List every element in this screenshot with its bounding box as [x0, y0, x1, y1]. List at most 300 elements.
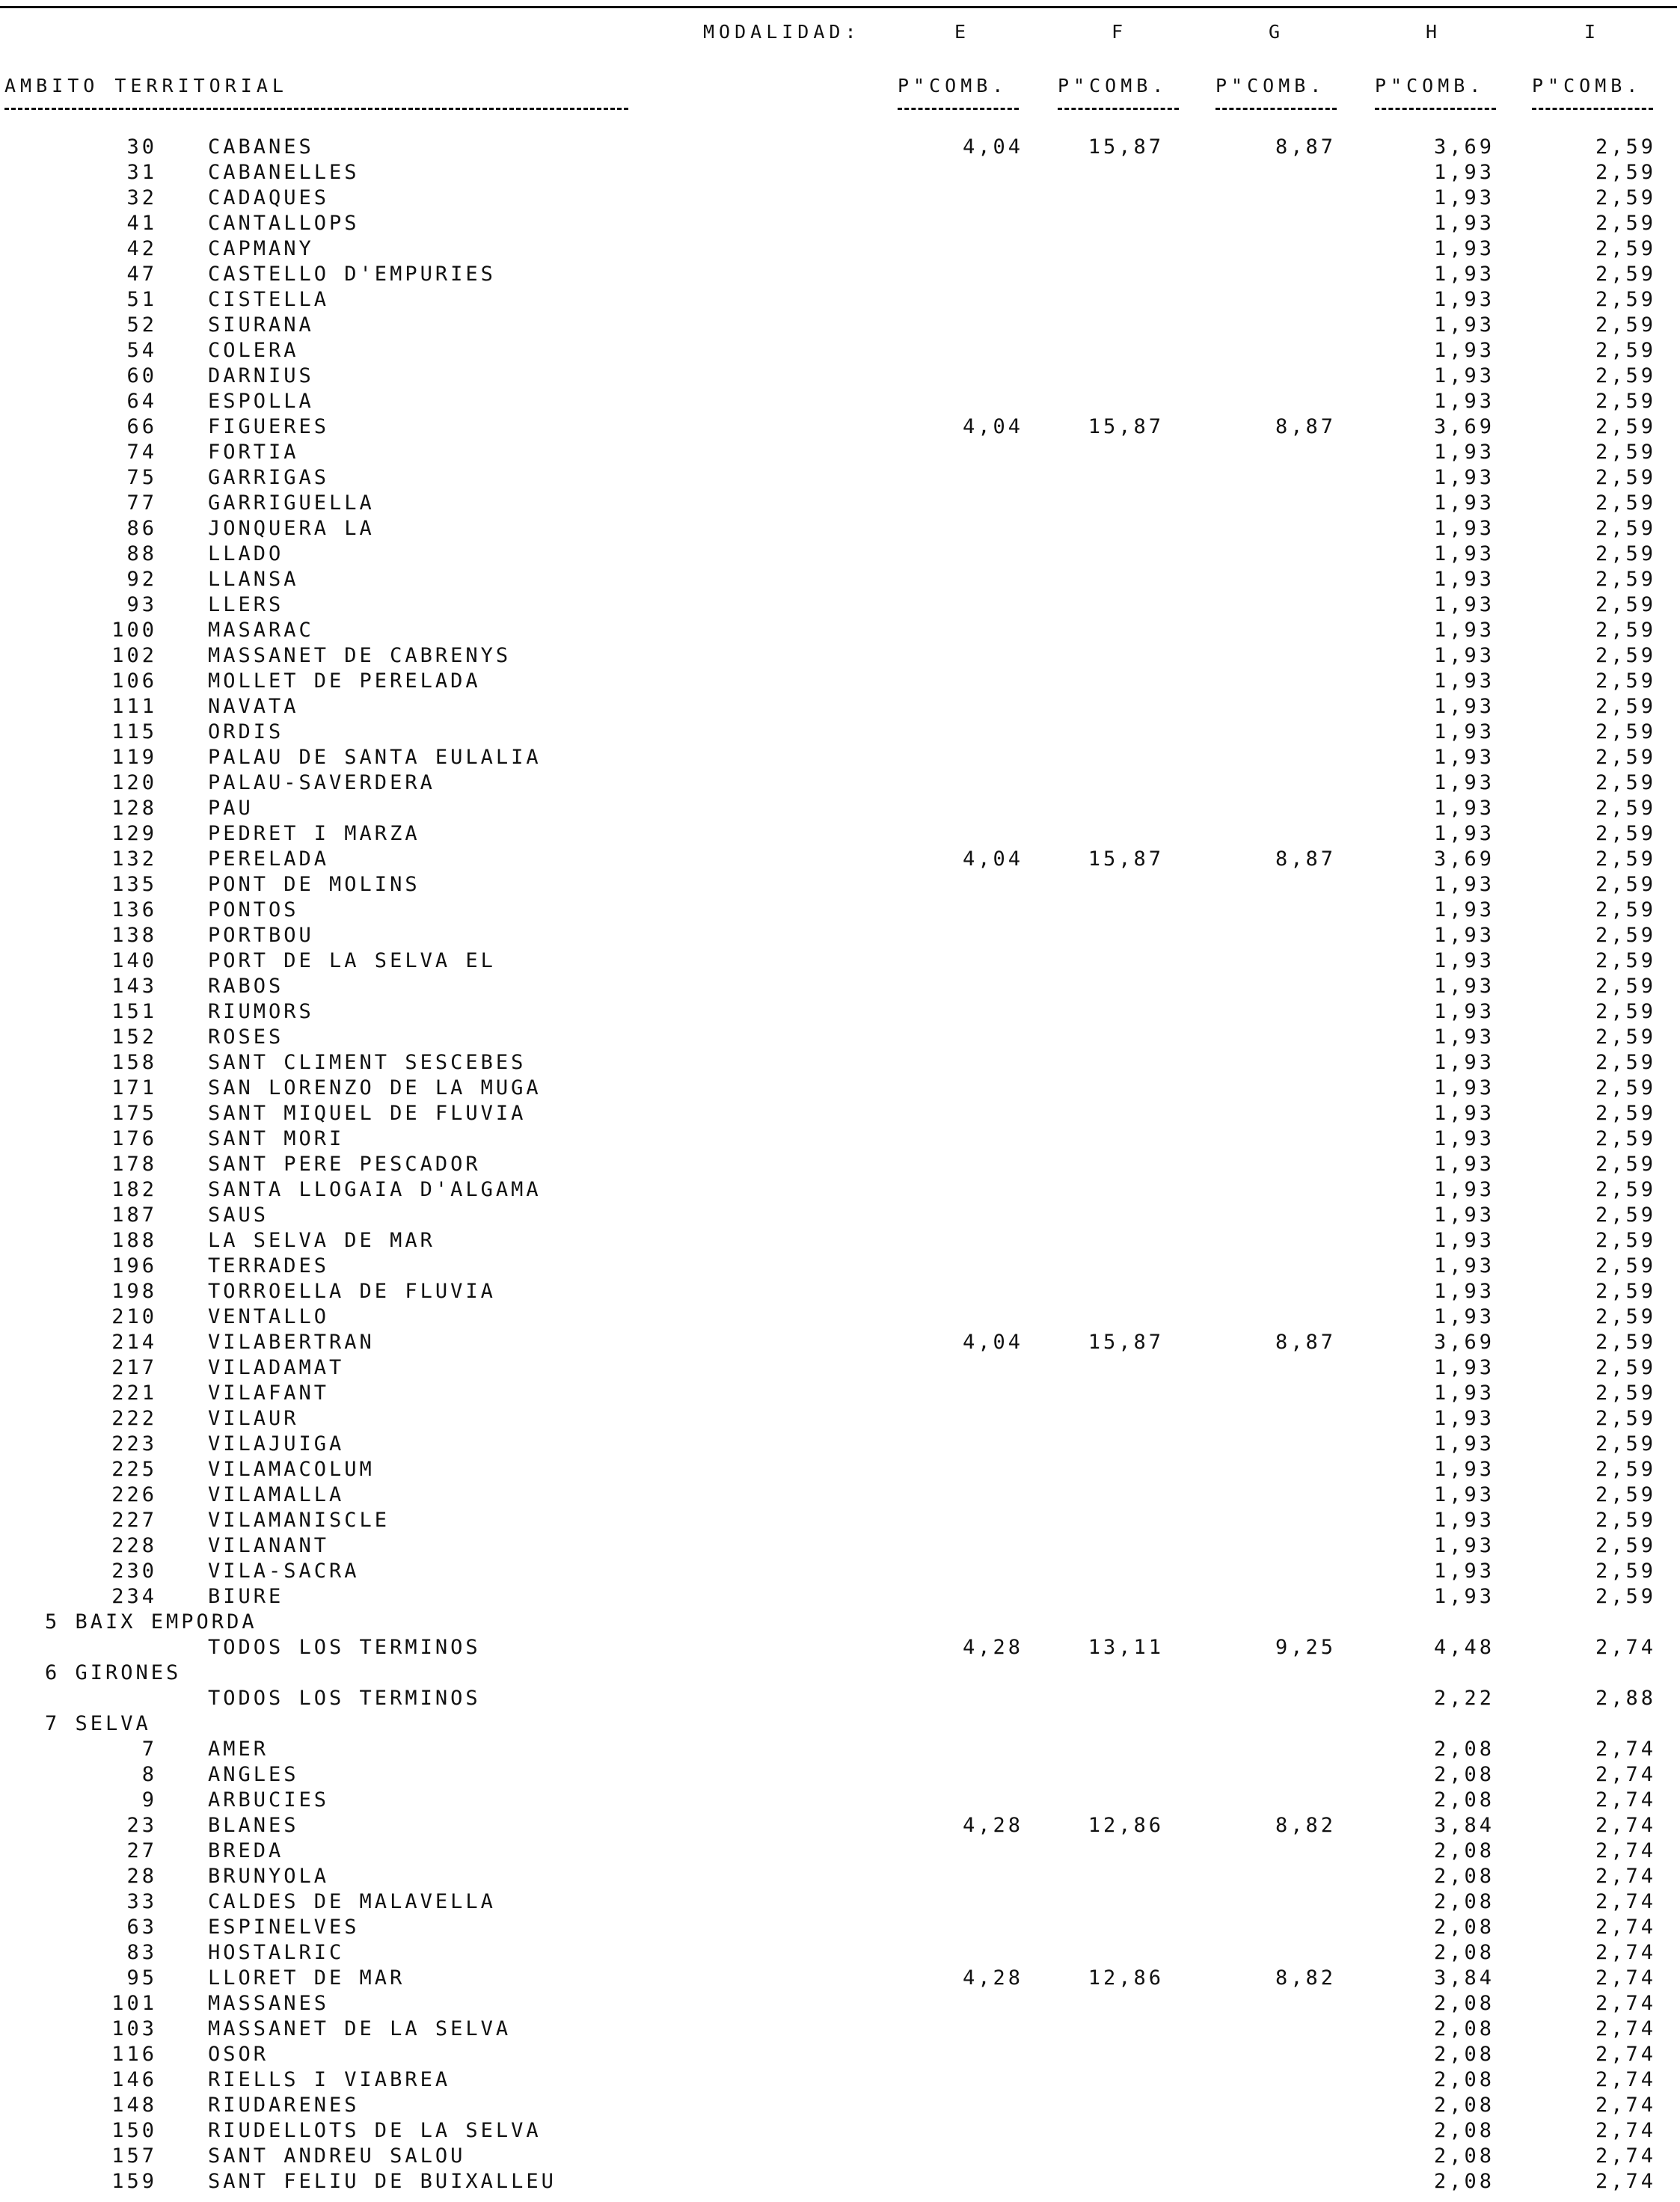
value-i: 2,59 [1595, 898, 1656, 921]
row-name: PAU [208, 797, 254, 820]
value-h: 3,69 [1433, 135, 1494, 159]
value-h: 1,93 [1433, 1305, 1494, 1328]
row-name: TODOS LOS TERMINOS [208, 1687, 481, 1710]
value-i: 2,59 [1595, 288, 1656, 311]
row-name: VILANANT [208, 1534, 330, 1557]
row-code: 64 [126, 390, 157, 413]
row-name: PEDRET I MARZA [208, 822, 420, 845]
value-h: 3,69 [1433, 1331, 1494, 1354]
value-h: 1,93 [1433, 212, 1494, 235]
row-code: 198 [111, 1280, 157, 1303]
value-i: 2,59 [1595, 669, 1656, 693]
row-name: CABANES [208, 135, 314, 159]
value-i: 2,74 [1595, 1941, 1656, 1964]
row-code: 106 [111, 669, 157, 693]
value-h: 1,93 [1433, 1356, 1494, 1379]
row-name: LLANSA [208, 568, 299, 591]
row-code: 234 [111, 1585, 157, 1608]
value-h: 1,93 [1433, 1076, 1494, 1100]
value-i: 2,59 [1595, 1560, 1656, 1583]
value-i: 2,59 [1595, 568, 1656, 591]
value-h: 2,08 [1433, 1865, 1494, 1888]
value-i: 2,59 [1595, 797, 1656, 820]
top-rule [0, 6, 1677, 8]
value-i: 2,74 [1595, 2017, 1656, 2040]
value-h: 2,08 [1433, 2144, 1494, 2168]
value-h: 2,08 [1433, 1738, 1494, 1761]
row-code: 7 [141, 1738, 157, 1761]
row-name: JONQUERA LA [208, 517, 375, 540]
value-i: 2,59 [1595, 1025, 1656, 1049]
row-name: FIGUERES [208, 415, 330, 438]
value-i: 2,59 [1595, 1534, 1656, 1557]
row-code: 146 [111, 2068, 157, 2091]
value-i: 2,74 [1595, 2094, 1656, 2117]
row-name: SANTA LLOGAIA D'ALGAMA [208, 1178, 542, 1201]
value-e: 4,04 [962, 1331, 1023, 1354]
value-h: 1,93 [1433, 695, 1494, 718]
value-h: 1,93 [1433, 542, 1494, 565]
value-f: 15,87 [1088, 847, 1164, 871]
row-code: 217 [111, 1356, 157, 1379]
value-i: 2,59 [1595, 390, 1656, 413]
underline-f [1058, 108, 1179, 110]
row-code: 223 [111, 1432, 157, 1456]
value-e: 4,28 [962, 1636, 1023, 1659]
row-name: OSOR [208, 2043, 269, 2066]
row-name: VILAUR [208, 1407, 299, 1430]
row-code: 42 [126, 237, 157, 260]
value-i: 2,59 [1595, 822, 1656, 845]
value-i: 2,59 [1595, 1254, 1656, 1278]
value-i: 2,59 [1595, 1076, 1656, 1100]
row-code: 93 [126, 593, 157, 616]
value-h: 1,93 [1433, 237, 1494, 260]
subheader-i: P"COMB. [1532, 75, 1643, 96]
value-h: 3,84 [1433, 1814, 1494, 1837]
value-i: 2,59 [1595, 1229, 1656, 1252]
value-i: 2,74 [1595, 1814, 1656, 1837]
row-code: 151 [111, 1000, 157, 1023]
value-i: 2,59 [1595, 949, 1656, 972]
row-code: 150 [111, 2119, 157, 2142]
value-i: 2,59 [1595, 263, 1656, 286]
modalidad-label: MODALIDAD: [703, 21, 861, 43]
row-code: 92 [126, 568, 157, 591]
value-f: 15,87 [1088, 135, 1164, 159]
value-h: 3,69 [1433, 415, 1494, 438]
value-h: 1,93 [1433, 1051, 1494, 1074]
row-name: LLERS [208, 593, 284, 616]
row-name: PALAU-SAVERDERA [208, 771, 435, 794]
value-i: 2,59 [1595, 1051, 1656, 1074]
value-h: 1,93 [1433, 568, 1494, 591]
value-i: 2,59 [1595, 161, 1656, 184]
underline-i [1532, 108, 1653, 110]
value-i: 2,59 [1595, 1178, 1656, 1201]
row-code: 171 [111, 1076, 157, 1100]
row-code: 88 [126, 542, 157, 565]
row-name: PALAU DE SANTA EULALIA [208, 746, 542, 769]
row-name: ROSES [208, 1025, 284, 1049]
value-g: 8,87 [1275, 415, 1336, 438]
row-name: VILAMACOLUM [208, 1458, 375, 1481]
value-i: 2,59 [1595, 1509, 1656, 1532]
row-code: 136 [111, 898, 157, 921]
row-code: 196 [111, 1254, 157, 1278]
value-i: 2,74 [1595, 2043, 1656, 2066]
value-h: 1,93 [1433, 339, 1494, 362]
value-h: 1,93 [1433, 1534, 1494, 1557]
value-g: 8,82 [1275, 1814, 1336, 1837]
row-code: 143 [111, 975, 157, 998]
row-name: TORROELLA DE FLUVIA [208, 1280, 496, 1303]
value-f: 12,86 [1088, 1966, 1164, 1990]
underline-h [1375, 108, 1496, 110]
value-i: 2,74 [1595, 1636, 1656, 1659]
value-i: 2,74 [1595, 1839, 1656, 1862]
value-i: 2,59 [1595, 186, 1656, 209]
row-code: 77 [126, 491, 157, 515]
value-h: 2,08 [1433, 2043, 1494, 2066]
row-code: 95 [126, 1966, 157, 1990]
row-code: 159 [111, 2170, 157, 2193]
row-name: VILADAMAT [208, 1356, 345, 1379]
row-name: BREDA [208, 1839, 284, 1862]
section-heading: 7 SELVA [45, 1712, 151, 1735]
subheader-e: P"COMB. [898, 75, 1008, 96]
row-name: SANT FELIU DE BUIXALLEU [208, 2170, 557, 2193]
row-code: 148 [111, 2094, 157, 2117]
value-h: 1,93 [1433, 161, 1494, 184]
value-i: 2,88 [1595, 1687, 1656, 1710]
value-i: 2,74 [1595, 2170, 1656, 2193]
row-code: 226 [111, 1483, 157, 1506]
row-code: 51 [126, 288, 157, 311]
value-i: 2,74 [1595, 1966, 1656, 1990]
value-h: 1,93 [1433, 466, 1494, 489]
value-h: 1,93 [1433, 313, 1494, 337]
value-h: 1,93 [1433, 593, 1494, 616]
row-name: SANT CLIMENT SESCEBES [208, 1051, 527, 1074]
value-i: 2,59 [1595, 924, 1656, 947]
value-h: 1,93 [1433, 797, 1494, 820]
row-name: SANT ANDREU SALOU [208, 2144, 466, 2168]
row-name: PONT DE MOLINS [208, 873, 420, 896]
value-i: 2,59 [1595, 746, 1656, 769]
value-h: 1,93 [1433, 441, 1494, 464]
value-h: 2,08 [1433, 1788, 1494, 1812]
value-i: 2,59 [1595, 1432, 1656, 1456]
row-code: 31 [126, 161, 157, 184]
value-i: 2,74 [1595, 1763, 1656, 1786]
row-name: VILA-SACRA [208, 1560, 360, 1583]
modalidad-f: F [1112, 21, 1128, 43]
row-name: GARRIGAS [208, 466, 330, 489]
value-i: 2,59 [1595, 1458, 1656, 1481]
value-h: 1,93 [1433, 1483, 1494, 1506]
value-h: 1,93 [1433, 491, 1494, 515]
row-code: 103 [111, 2017, 157, 2040]
value-h: 1,93 [1433, 949, 1494, 972]
value-h: 2,08 [1433, 2068, 1494, 2091]
row-name: AMER [208, 1738, 269, 1761]
value-i: 2,74 [1595, 2068, 1656, 2091]
row-name: DARNIUS [208, 364, 314, 387]
row-code: 178 [111, 1153, 157, 1176]
value-h: 1,93 [1433, 1127, 1494, 1150]
section-heading: 6 GIRONES [45, 1661, 182, 1684]
row-name: VILAJUIGA [208, 1432, 345, 1456]
row-name: TERRADES [208, 1254, 330, 1278]
row-name: BRUNYOLA [208, 1865, 330, 1888]
value-f: 15,87 [1088, 1331, 1164, 1354]
value-e: 4,04 [962, 415, 1023, 438]
row-code: 23 [126, 1814, 157, 1837]
value-h: 2,08 [1433, 2017, 1494, 2040]
value-i: 2,59 [1595, 339, 1656, 362]
row-name: PORT DE LA SELVA EL [208, 949, 496, 972]
value-h: 1,93 [1433, 186, 1494, 209]
row-code: 175 [111, 1102, 157, 1125]
value-i: 2,59 [1595, 517, 1656, 540]
value-i: 2,59 [1595, 1153, 1656, 1176]
row-code: 221 [111, 1381, 157, 1405]
value-h: 2,08 [1433, 1763, 1494, 1786]
row-code: 100 [111, 619, 157, 642]
row-name: SIURANA [208, 313, 314, 337]
value-i: 2,59 [1595, 441, 1656, 464]
row-name: ORDIS [208, 720, 284, 743]
value-i: 2,59 [1595, 1381, 1656, 1405]
value-f: 12,86 [1088, 1814, 1164, 1837]
row-name: FORTIA [208, 441, 299, 464]
value-h: 1,93 [1433, 1102, 1494, 1125]
row-name: SANT MORI [208, 1127, 345, 1150]
row-code: 132 [111, 847, 157, 871]
row-name: MASARAC [208, 619, 314, 642]
value-e: 4,28 [962, 1966, 1023, 1990]
value-h: 1,93 [1433, 619, 1494, 642]
value-i: 2,74 [1595, 2119, 1656, 2142]
value-i: 2,59 [1595, 1356, 1656, 1379]
value-g: 8,87 [1275, 1331, 1336, 1354]
value-h: 1,93 [1433, 644, 1494, 667]
row-code: 54 [126, 339, 157, 362]
row-code: 176 [111, 1127, 157, 1150]
row-code: 60 [126, 364, 157, 387]
underline-g [1215, 108, 1337, 110]
row-code: 74 [126, 441, 157, 464]
value-i: 2,74 [1595, 1890, 1656, 1913]
value-i: 2,59 [1595, 135, 1656, 159]
value-i: 2,74 [1595, 1865, 1656, 1888]
row-name: CISTELLA [208, 288, 330, 311]
row-code: 152 [111, 1025, 157, 1049]
value-h: 2,08 [1433, 1941, 1494, 1964]
row-name: MASSANES [208, 1992, 330, 2015]
value-e: 4,04 [962, 847, 1023, 871]
row-code: 75 [126, 466, 157, 489]
row-name: VILAMANISCLE [208, 1509, 390, 1532]
value-h: 1,93 [1433, 1178, 1494, 1201]
row-name: PONTOS [208, 898, 299, 921]
modalidad-h: H [1426, 21, 1442, 43]
value-i: 2,59 [1595, 720, 1656, 743]
value-i: 2,59 [1595, 364, 1656, 387]
value-i: 2,59 [1595, 313, 1656, 337]
row-code: 28 [126, 1865, 157, 1888]
row-name: BLANES [208, 1814, 299, 1837]
value-g: 9,25 [1275, 1636, 1336, 1659]
value-i: 2,59 [1595, 1305, 1656, 1328]
row-name: PERELADA [208, 847, 330, 871]
row-code: 33 [126, 1890, 157, 1913]
value-h: 1,93 [1433, 873, 1494, 896]
row-code: 140 [111, 949, 157, 972]
row-code: 83 [126, 1941, 157, 1964]
row-name: HOSTALRIC [208, 1941, 345, 1964]
value-e: 4,04 [962, 135, 1023, 159]
row-name: RIUDARENES [208, 2094, 360, 2117]
value-i: 2,59 [1595, 1000, 1656, 1023]
value-i: 2,59 [1595, 873, 1656, 896]
value-i: 2,59 [1595, 644, 1656, 667]
value-f: 13,11 [1088, 1636, 1164, 1659]
value-i: 2,59 [1595, 237, 1656, 260]
modalidad-g: G [1269, 21, 1285, 43]
value-g: 8,87 [1275, 847, 1336, 871]
row-name: MASSANET DE CABRENYS [208, 644, 512, 667]
value-i: 2,59 [1595, 1102, 1656, 1125]
row-name: CADAQUES [208, 186, 330, 209]
row-name: BIURE [208, 1585, 284, 1608]
value-i: 2,59 [1595, 975, 1656, 998]
row-code: 32 [126, 186, 157, 209]
value-e: 4,28 [962, 1814, 1023, 1837]
row-name: CALDES DE MALAVELLA [208, 1890, 496, 1913]
value-h: 1,93 [1433, 1153, 1494, 1176]
row-name: CASTELLO D'EMPURIES [208, 263, 496, 286]
value-h: 1,93 [1433, 669, 1494, 693]
row-code: 129 [111, 822, 157, 845]
row-code: 214 [111, 1331, 157, 1354]
value-h: 1,93 [1433, 1203, 1494, 1227]
value-h: 1,93 [1433, 1000, 1494, 1023]
row-code: 9 [141, 1788, 157, 1812]
value-h: 1,93 [1433, 263, 1494, 286]
value-h: 3,84 [1433, 1966, 1494, 1990]
value-i: 2,74 [1595, 1738, 1656, 1761]
value-h: 2,08 [1433, 1890, 1494, 1913]
value-h: 4,48 [1433, 1636, 1494, 1659]
value-h: 1,93 [1433, 1407, 1494, 1430]
value-h: 1,93 [1433, 1432, 1494, 1456]
row-name: VILAMALLA [208, 1483, 345, 1506]
row-name: ESPINELVES [208, 1916, 360, 1939]
row-code: 111 [111, 695, 157, 718]
row-name: VILAFANT [208, 1381, 330, 1405]
row-code: 158 [111, 1051, 157, 1074]
value-h: 1,93 [1433, 390, 1494, 413]
value-h: 1,93 [1433, 517, 1494, 540]
value-h: 1,93 [1433, 1280, 1494, 1303]
value-h: 1,93 [1433, 1585, 1494, 1608]
value-i: 2,59 [1595, 1203, 1656, 1227]
row-name: ANGLES [208, 1763, 299, 1786]
row-code: 101 [111, 1992, 157, 2015]
value-h: 1,93 [1433, 924, 1494, 947]
value-g: 8,87 [1275, 135, 1336, 159]
value-h: 1,93 [1433, 898, 1494, 921]
row-code: 227 [111, 1509, 157, 1532]
value-i: 2,74 [1595, 1916, 1656, 1939]
value-h: 1,93 [1433, 975, 1494, 998]
row-code: 225 [111, 1458, 157, 1481]
value-h: 2,22 [1433, 1687, 1494, 1710]
row-name: RIUMORS [208, 1000, 314, 1023]
value-i: 2,59 [1595, 1585, 1656, 1608]
row-code: 187 [111, 1203, 157, 1227]
value-i: 2,59 [1595, 771, 1656, 794]
value-i: 2,74 [1595, 2144, 1656, 2168]
value-i: 2,59 [1595, 542, 1656, 565]
section-heading: 5 BAIX EMPORDA [45, 1610, 257, 1634]
value-i: 2,59 [1595, 491, 1656, 515]
modalidad-e: E [954, 21, 971, 43]
row-code: 210 [111, 1305, 157, 1328]
value-h: 1,93 [1433, 1254, 1494, 1278]
value-i: 2,59 [1595, 212, 1656, 235]
value-h: 3,69 [1433, 847, 1494, 871]
row-code: 188 [111, 1229, 157, 1252]
value-i: 2,59 [1595, 695, 1656, 718]
value-i: 2,59 [1595, 847, 1656, 871]
value-h: 2,08 [1433, 2119, 1494, 2142]
value-h: 1,93 [1433, 771, 1494, 794]
row-name: SAN LORENZO DE LA MUGA [208, 1076, 542, 1100]
row-name: CABANELLES [208, 161, 360, 184]
value-i: 2,59 [1595, 1127, 1656, 1150]
row-name: LLORET DE MAR [208, 1966, 405, 1990]
value-h: 2,08 [1433, 1916, 1494, 1939]
row-name: VENTALLO [208, 1305, 330, 1328]
value-h: 2,08 [1433, 2094, 1494, 2117]
value-i: 2,59 [1595, 415, 1656, 438]
row-code: 8 [141, 1763, 157, 1786]
value-h: 2,08 [1433, 1839, 1494, 1862]
value-h: 1,93 [1433, 1025, 1494, 1049]
row-code: 63 [126, 1916, 157, 1939]
row-name: CAPMANY [208, 237, 314, 260]
row-name: ESPOLLA [208, 390, 314, 413]
row-code: 119 [111, 746, 157, 769]
row-code: 102 [111, 644, 157, 667]
row-name: MASSANET DE LA SELVA [208, 2017, 512, 2040]
value-h: 1,93 [1433, 1560, 1494, 1583]
row-code: 52 [126, 313, 157, 337]
row-code: 27 [126, 1839, 157, 1862]
row-code: 41 [126, 212, 157, 235]
subheader-f: P"COMB. [1058, 75, 1168, 96]
row-name: RABOS [208, 975, 284, 998]
row-name: LA SELVA DE MAR [208, 1229, 435, 1252]
row-code: 128 [111, 797, 157, 820]
row-code: 228 [111, 1534, 157, 1557]
value-h: 1,93 [1433, 746, 1494, 769]
ambito-underline [4, 108, 628, 110]
row-name: SANT PERE PESCADOR [208, 1153, 481, 1176]
